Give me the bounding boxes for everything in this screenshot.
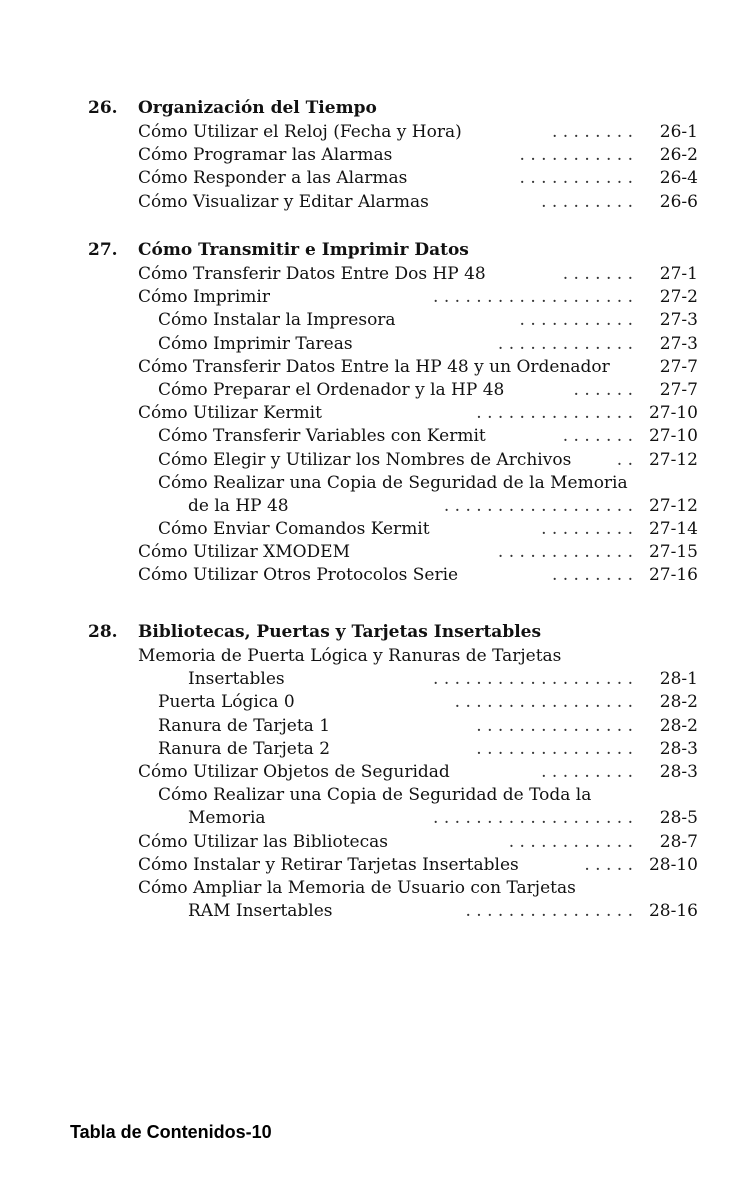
toc-entry-label: Cómo Programar las Alarmas (138, 145, 393, 166)
toc-page-number: 28-2 (659, 715, 698, 736)
toc-entry[interactable] (88, 426, 708, 449)
section-heading (88, 622, 708, 646)
toc-entry-label: Cómo Transferir Variables con Kermit (158, 426, 486, 447)
toc-entry[interactable] (88, 565, 708, 588)
toc-leader-dots: . . . . . . . (562, 426, 633, 447)
toc-page-number: 28-2 (659, 692, 698, 713)
toc-page-number: 27-15 (648, 542, 698, 563)
toc-entry[interactable] (88, 646, 708, 669)
toc-entry-label: Cómo Transferir Datos Entre la HP 48 y un Ordenador (138, 356, 610, 377)
toc-page-number: 27-3 (659, 310, 698, 331)
toc-entry-label: Cómo Realizar una Copia de Seguridad de Toda la (158, 785, 592, 806)
toc-leader-dots: . . . . . (584, 854, 633, 875)
toc-entry[interactable] (88, 785, 708, 808)
toc-entry-label: Cómo Utilizar Kermit (138, 403, 322, 424)
toc-page-number: 28-5 (659, 808, 698, 829)
toc-leader-dots: . . . . . . . . . . . . (508, 831, 633, 852)
toc-page-number: 27-7 (659, 356, 698, 377)
toc-entry-label: Cómo Utilizar Objetos de Seguridad (138, 761, 450, 782)
toc-entry-label: Cómo Ampliar la Memoria de Usuario con Tarjetas (138, 877, 576, 898)
toc-page-number: 27-3 (659, 333, 698, 354)
toc-page-number: 27-1 (659, 264, 698, 284)
toc-entry[interactable] (88, 878, 708, 901)
toc-entry[interactable] (88, 122, 708, 145)
toc-leader-dots: . . . . . . . . (551, 122, 633, 142)
toc-leader-dots: . . . . . . . . . . . . . . . . . . (443, 495, 633, 516)
toc-entry[interactable] (88, 692, 708, 715)
toc-entry[interactable] (88, 168, 708, 191)
toc-entry[interactable] (88, 192, 708, 215)
toc-entry-label: Cómo Elegir y Utilizar los Nombres de Archivos (158, 449, 572, 470)
toc-leader-dots: . . . . . . . (562, 264, 633, 284)
toc-leader-dots: . . . . . . . . . (541, 519, 633, 540)
toc-entry-label: Cómo Visualizar y Editar Alarmas (138, 191, 429, 212)
toc-leader-dots: . . . . . . . . . . . . . . . . . (454, 692, 633, 713)
toc-leader-dots: . . . . . . . . . . . . . (497, 333, 633, 354)
toc-page-number: 27-14 (648, 519, 698, 540)
toc-page-number: 26-4 (659, 168, 698, 189)
toc-leader-dots: . . . . . . . . . . . (519, 145, 633, 166)
toc-page-number: 27-12 (648, 495, 698, 516)
toc-leader-dots: . . (616, 449, 633, 470)
toc-entry-label: Memoria (188, 808, 266, 829)
toc-page-number: 28-16 (648, 901, 698, 922)
section-heading (88, 240, 708, 264)
page-footer: Tabla de Contenidos-10 (70, 1122, 272, 1142)
section (88, 240, 708, 589)
toc-entry-label: Memoria de Puerta Lógica y Ranuras de Tarjetas (138, 646, 562, 666)
toc-leader-dots: . . . . . . . . . . . . . . . (476, 403, 633, 424)
toc-entry[interactable] (88, 808, 708, 831)
toc-entry[interactable] (88, 519, 708, 542)
toc-page-number: 28-7 (659, 831, 698, 852)
toc-leader-dots: . . . . . . . . . . . . . . . (476, 715, 633, 736)
toc-leader-dots: . . . . . . . . . . . . . . . . . . . (433, 808, 633, 829)
toc-leader-dots: . . . . . . . . . . . . . . . . . . . (433, 669, 633, 690)
toc-page-number: 26-1 (659, 122, 698, 142)
section-title: Organización del Tiempo (138, 98, 377, 118)
toc-entry-label: Cómo Enviar Comandos Kermit (158, 519, 430, 540)
toc-entry-label: de la HP 48 (188, 495, 289, 516)
toc-entry[interactable] (88, 496, 708, 519)
toc-entry-label: Cómo Transferir Datos Entre Dos HP 48 (138, 264, 486, 284)
section-number: 28. (88, 622, 118, 642)
toc-entry[interactable] (88, 739, 708, 762)
toc-leader-dots: . . . . . . . . (551, 565, 633, 586)
toc-entry[interactable] (88, 357, 708, 380)
toc-page-number: 27-10 (648, 426, 698, 447)
toc-entry[interactable] (88, 901, 708, 924)
toc-page-number: 27-7 (659, 379, 698, 400)
toc-entry-label: Cómo Instalar la Impresora (158, 310, 396, 331)
toc-leader-dots: . . . . . . . . . . . (519, 168, 633, 189)
toc-page-number: 27-10 (648, 403, 698, 424)
toc-entry-label: Cómo Utilizar el Reloj (Fecha y Hora) (138, 122, 462, 142)
toc-entry[interactable] (88, 473, 708, 496)
toc-entry-label: Ranura de Tarjeta 2 (158, 738, 331, 759)
section-number: 26. (88, 98, 118, 118)
toc-entry-label: Cómo Utilizar XMODEM (138, 542, 350, 563)
toc-entry-label: Cómo Instalar y Retirar Tarjetas Insertables (138, 854, 519, 875)
toc-page-number: 26-2 (659, 145, 698, 166)
toc-entry[interactable] (88, 669, 708, 692)
toc-leader-dots: . . . . . . . . . . . . . . . (476, 738, 633, 759)
toc-page-number: 27-16 (648, 565, 698, 586)
toc-leader-dots: . . . . . . . . . (541, 761, 633, 782)
toc-entry[interactable] (88, 264, 708, 287)
toc-entry[interactable] (88, 450, 708, 473)
toc-entry-label: Cómo Imprimir (138, 287, 270, 308)
toc-entry[interactable] (88, 380, 708, 403)
section-title: Bibliotecas, Puertas y Tarjetas Insertables (138, 622, 542, 642)
toc-leader-dots: . . . . . . . . . . . . . . . . . . . (433, 287, 633, 308)
toc-leader-dots: . . . . . . (573, 379, 633, 400)
toc-entry-label: Insertables (188, 669, 285, 690)
section (88, 98, 708, 215)
section-title: Cómo Transmitir e Imprimir Datos (138, 240, 469, 260)
section-number: 27. (88, 240, 118, 260)
section (88, 622, 708, 924)
toc-entry[interactable] (88, 542, 708, 565)
section-heading (88, 98, 708, 122)
toc-entry[interactable] (88, 334, 708, 357)
toc-leader-dots: . . . . . . . . . . . (519, 310, 633, 331)
toc-entry[interactable] (88, 287, 708, 310)
toc-entry[interactable] (88, 310, 708, 333)
toc-entry[interactable] (88, 145, 708, 168)
toc-entry[interactable] (88, 855, 708, 878)
toc-entry[interactable] (88, 403, 708, 426)
toc-page-number: 28-3 (659, 738, 698, 759)
toc-entry-label: Puerta Lógica 0 (158, 692, 295, 713)
toc-page-number: 28-1 (659, 669, 698, 690)
toc-page-number: 28-3 (659, 761, 698, 782)
toc-entry[interactable] (88, 762, 708, 785)
toc-entry-label: Cómo Realizar una Copia de Seguridad de la Memoria (158, 472, 628, 493)
toc-leader-dots: . . . . . . . . . (541, 191, 633, 212)
toc-entry-label: Cómo Imprimir Tareas (158, 333, 353, 354)
toc-entry-label: Ranura de Tarjeta 1 (158, 715, 331, 736)
toc-page-number: 26-6 (659, 191, 698, 212)
toc-entry-label: Cómo Utilizar Otros Protocolos Serie (138, 565, 459, 586)
toc-leader-dots: . . . . . . . . . . . . . (497, 542, 633, 563)
toc-page-number: 27-12 (648, 449, 698, 470)
toc-entry-label: Cómo Preparar el Ordenador y la HP 48 (158, 379, 505, 400)
toc-entry[interactable] (88, 716, 708, 739)
toc-entry-label: Cómo Utilizar las Bibliotecas (138, 831, 388, 852)
toc-page-number: 28-10 (648, 854, 698, 875)
toc-entry[interactable] (88, 832, 708, 855)
toc-leader-dots: . . . . . . . . . . . . . . . . (465, 901, 633, 922)
toc-page-number: 27-2 (659, 287, 698, 308)
toc-entry-label: Cómo Responder a las Alarmas (138, 168, 408, 189)
toc-entry-label: RAM Insertables (188, 901, 333, 922)
